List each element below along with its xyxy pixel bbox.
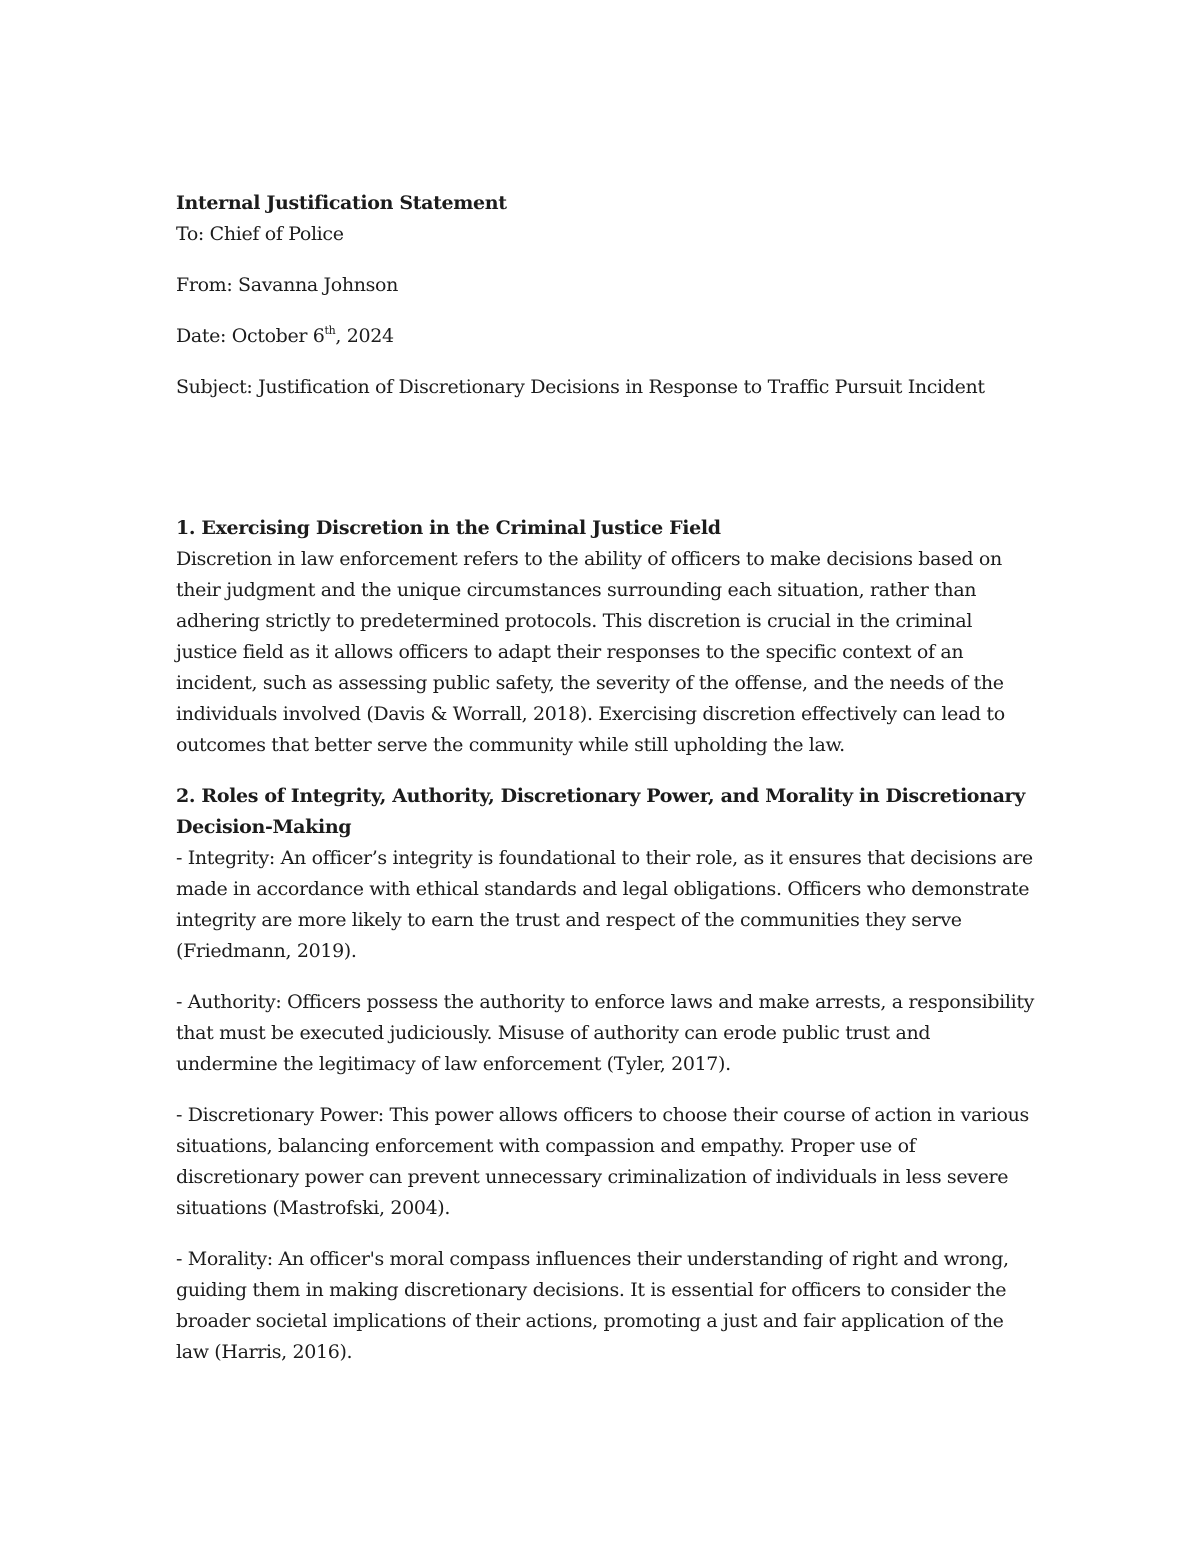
memo-content — [176, 188, 1036, 1368]
memo-subject-line: Subject: Justification of Discretionary Decisions in Response to Traffic Pursuit Incident — [176, 376, 985, 398]
memo-to-line: To: Chief of Police — [176, 223, 344, 245]
morality-paragraph: - Morality: An officer's moral compass influences their understanding of right and wrong, guiding them in making discretionary decisions. It is essential for officers to consider the broader societal implications of their actions, promoting a just and fair application of the law (Harris, 2016). — [176, 1248, 1009, 1363]
date-suffix: , 2024 — [335, 325, 394, 347]
integrity-paragraph: - Integrity: An officer’s integrity is foundational to their role, as it ensures that decisions are made in accordance with ethical standards and legal obligations. Officers who demonstrate integrity are more likely to earn the trust and respect of the communities they serve (Friedmann, 2019). — [176, 847, 1033, 962]
date-superscript: th — [324, 324, 336, 337]
section-1-body: Discretion in law enforcement refers to the ability of officers to make decisions based on their judgment and the unique circumstances surrounding each situation, rather than adhering strictly to predetermined protocols. This discretion is crucial in the criminal justice field as it allows officers to adapt their responses to the specific context of an incident, such as assessing public safety, the severity of the offense, and the needs of the individuals involved (Davis & Worrall, 2018). Exercising discretion effectively can lead to outcomes that better serve the community while still upholding the law. — [176, 548, 1005, 756]
authority-paragraph: - Authority: Officers possess the authority to enforce laws and make arrests, a responsibility that must be executed judiciously. Misuse of authority can erode public trust and undermine the legitimacy of law enforcement (Tyler, 2017). — [176, 991, 1035, 1075]
discretionary-power-paragraph: - Discretionary Power: This power allows officers to choose their course of action in various situations, balancing enforcement with compassion and empathy. Proper use of discretionary power can prevent unnecessary criminalization of individuals in less severe situations (Mastrofski, 2004). — [176, 1104, 1029, 1219]
section-2-heading: 2. Roles of Integrity, Authority, Discretionary Power, and Morality in Discretionary Decision-Making — [176, 785, 1025, 838]
memo-from-line: From: Savanna Johnson — [176, 274, 399, 296]
section-1-heading: 1. Exercising Discretion in the Criminal Justice Field — [176, 517, 721, 539]
document-title: Internal Justification Statement — [176, 192, 507, 214]
memo-date-line — [176, 321, 1036, 352]
date-prefix: Date: October 6 — [176, 325, 325, 347]
